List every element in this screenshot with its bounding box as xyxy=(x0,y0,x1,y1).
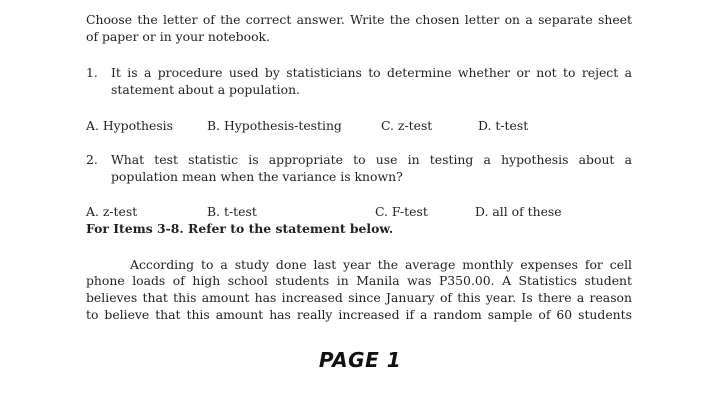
passage-line-3: believes that this amount has increased since January of this year. Is there a reason xyxy=(86,290,632,305)
passage-line-2: phone loads of high school students in Manila was P350.00. A Statistics student xyxy=(86,273,632,288)
question-1-text-line-1: It is a procedure used by statisticians to determine whether or not to reject a xyxy=(111,65,632,80)
question-2-text-line-2: population mean when the variance is known? xyxy=(111,169,403,184)
question-2-number: 2. xyxy=(86,152,98,167)
question-1-number: 1. xyxy=(86,65,98,80)
question-2-option-b: B. t-test xyxy=(207,204,257,219)
instructions-line-1: Choose the letter of the correct answer. Write the chosen letter on a separate sheet xyxy=(86,12,632,27)
instructions-line-2: of paper or in your notebook. xyxy=(86,29,270,44)
question-1-option-c: C. z-test xyxy=(381,118,433,133)
passage-line-4: to believe that this amount has really increased if a random sample of 60 students xyxy=(86,307,632,322)
items-heading: For Items 3-8. Refer to the statement below. xyxy=(86,221,394,236)
question-1-text-line-2: statement about a population. xyxy=(111,82,300,97)
question-2-option-a: A. z-test xyxy=(86,204,138,219)
question-2-option-c: C. F-test xyxy=(375,204,428,219)
question-2-text-line-1: What test statistic is appropriate to use in testing a hypothesis about a xyxy=(111,152,632,167)
page-label: PAGE 1 xyxy=(318,348,402,372)
passage-line-1: According to a study done last year the average monthly expenses for cell xyxy=(130,257,632,272)
question-1-option-a: A. Hypothesis xyxy=(86,118,173,133)
question-2-option-d: D. all of these xyxy=(475,204,562,219)
question-1-option-d: D. t-test xyxy=(478,118,529,133)
question-1-option-b: B. Hypothesis-testing xyxy=(207,118,342,133)
